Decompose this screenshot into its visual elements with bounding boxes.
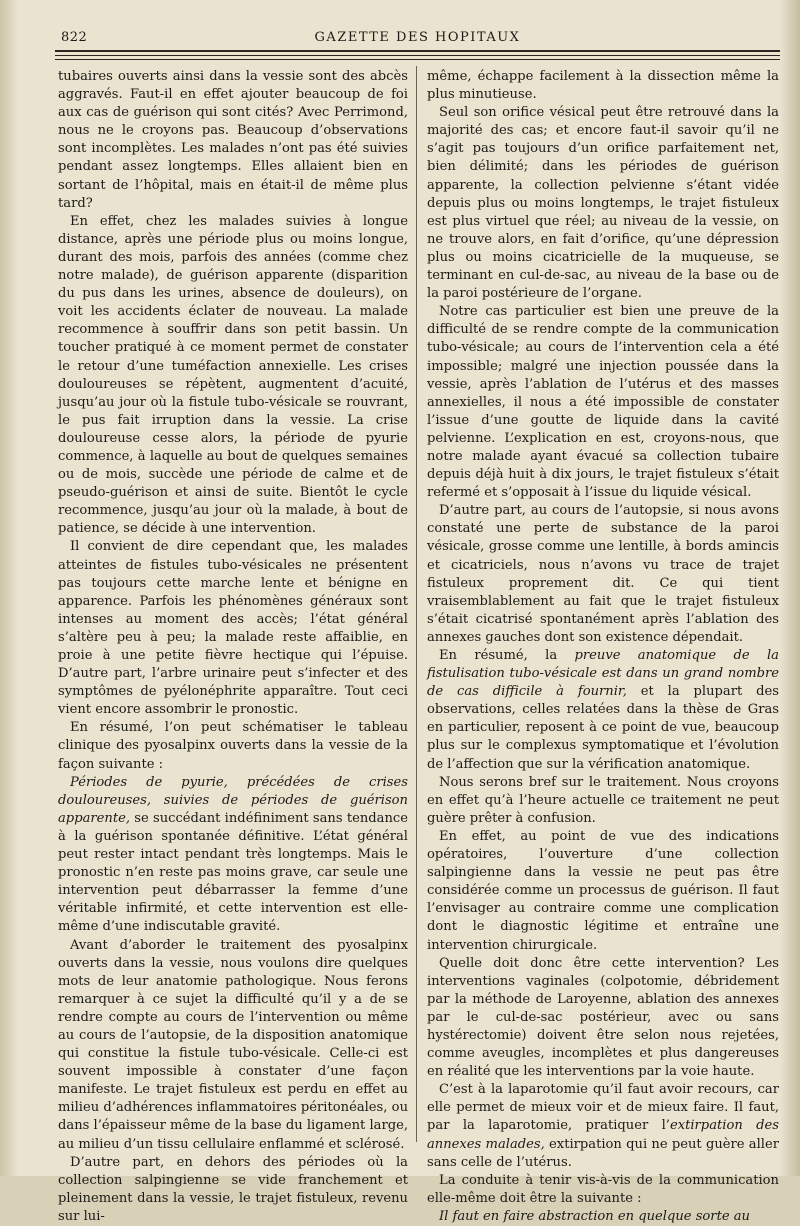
paragraph: tubaires ouverts ainsi dans la vessie sont des abcès aggravés. Faut-il en effet ajouter beaucoup de foi aux cas de guérison qui sont cités? Avec Perrimond, nous ne le croyons pas. Beaucoup d’observations sont incomplètes. Les malades n’ont pas été suivies pendant assez longtemps. Elles allaient bien en sortant de l’hôpital, mais en était-il de même plus tard? xyxy=(58,69,408,211)
paragraph xyxy=(58,774,408,937)
header-rule-thin xyxy=(55,55,780,56)
paragraph: Notre cas particulier est bien une preuve de la difficulté de se rendre compte de la communication tubo-vésicale; au cours de l’intervention cela a été impossible; malgré une injection poussée dans la vessie, après l’ablation de l’utérus et des masses annexielles, il nous a été impossible de constater l’issue d’une goutte de liquide dans la cavité pelvienne. L’explication en est, croyons-nous, que notre malade ayant évacué sa collection tubaire depuis déjà huit à dix jours, le trajet fistuleux s’était refermé et s’opposait à l’issue du liquide vésical. xyxy=(427,304,779,501)
italic-phrase: preuve anatomique de la fistulisation tubo-vésicale est dans un grand nombre de cas difficile à fournir, xyxy=(427,648,779,700)
paragraph-text: C’est à la laparotomie qu’il faut avoir recours, car elle permet de mieux voir et de mieux faire. Il faut, par la laparotomie, pratiquer l’ xyxy=(427,1082,779,1134)
header-rule-thin-2 xyxy=(55,59,780,60)
page-header xyxy=(55,28,780,50)
page-edge-shadow-left xyxy=(0,0,18,1176)
page-number: 822 xyxy=(61,30,88,45)
paragraph-text: se succédant indéfiniment sans tendance à la guérison spontanée définitive. L’état général peut rester intact pendant très longtemps. Mais le pronostic n’en reste pas moins grave, car seule une intervention peut débarrasser la femme d’une véritable infirmité, et cette intervention est elle-même d’une indiscutable gravité. xyxy=(58,810,408,935)
paragraph: En effet, au point de vue des indications opératoires, l’ouverture d’une collection salpingienne dans la vessie ne peut pas être considérée comme un processus de guérison. Il faut l’envisager au contraire comme une complication dont le diagnostic légitime et entraîne une intervention chirurgicale. xyxy=(427,828,779,953)
paragraph: D’autre part, en dehors des périodes où la collection salpingienne se vide franchement et pleinement dans la vessie, le trajet fistuleux, revenu sur lui- xyxy=(58,1154,408,1224)
italic-phrase: extirpation des annexes malades, xyxy=(427,1118,779,1152)
paragraph: Il faut en faire abstraction en quelque sorte au xyxy=(439,1208,750,1224)
paragraph: La conduite à tenir vis-à-vis de la communication elle-même doit être la suivante : xyxy=(427,1172,779,1206)
italic-summary: Périodes de pyurie, précédées de crises douloureuses, suivies de périodes de guérison apparente, xyxy=(58,774,408,826)
paragraph: En résumé, l’on peut schématiser le tableau clinique des pyosalpinx ouverts dans la vessie de la façon suivante : xyxy=(58,720,408,772)
paragraph xyxy=(427,647,779,774)
paragraph-text: extirpation qui ne peut guère aller sans celle de l’utérus. xyxy=(427,1136,779,1170)
paragraph: En effet, chez les malades suivies à longue distance, après une période plus ou moins longue, durant des mois, parfois des années (comme chez notre malade), de guérison apparente (disparition du pus dans les urines, absence de douleurs), on voit les accidents éclater de nouveau. La malade recommence à souffrir dans son petit bassin. Un toucher pratiqué à ce moment permet de constater le retour d’une tuméfaction annexielle. Les crises douloureuses se répètent, augmentent d’acuité, jusqu’au jour où la fistule tubo-vésicale se rouvrant, le pus fait irruption dans la vessie. La crise douloureuse cesse alors, la période de pyurie commence, à laquelle au bout de quelques semaines ou de mois, succède une période de calme et de pseudo-guérison et ainsi de suite. Bientôt le cycle recommence, jusqu’au jour où la malade, à bout de patience, se décide à une intervention. xyxy=(58,213,408,537)
paragraph: Avant d’aborder le traitement des pyosalpinx ouverts dans la vessie, nous voulons dire quelques mots de leur anatomie pathologique. Nous ferons remarquer à ce sujet la difficulté qu’il y a de se rendre compte au cours de l’intervention ou même au cours de l’autopsie, de la disposition anatomique qui constitue la fistule tubo-vésicale. Celle-ci est souvent impossible à constater d’une façon manifeste. Le trajet fistuleux est perdu en effet au milieu d’adhérences inflammatoires péritonéales, ou dans l’épaisseur même de la base du ligament large, au milieu d’un tissu cellulaire enflammé et sclérosé. xyxy=(58,937,408,1152)
paragraph xyxy=(427,1081,779,1171)
header-rule-thick xyxy=(55,50,780,52)
paragraph: Nous serons bref sur le traitement. Nous croyons en effet qu’à l’heure actuelle ce traitement ne peut guère prêter à confusion. xyxy=(427,774,779,826)
paragraph: Quelle doit donc être cette intervention? Les interventions vaginales (colpotomie, débridement par la méthode de Laroyenne, ablation des annexes par le cul-de-sac postérieur, avec ou sans hystérectomie) doivent être selon nous rejetées, comme aveugles, incomplètes et plus dangereuses en réalité que les interventions par la voie haute. xyxy=(427,955,779,1080)
running-title: GAZETTE DES HOPITAUX xyxy=(314,30,521,45)
column-divider xyxy=(416,66,417,1142)
paragraph: Seul son orifice vésical peut être retrouvé dans la majorité des cas; et encore faut-il savoir qu’il ne s’agit pas toujours d’un orifice parfaitement net, bien délimité; dans les périodes de guérison apparente, la collection pelvienne s’étant vidée depuis plus ou moins longtemps, le trajet fistuleux est plus virtuel que réel; au niveau de la vessie, on ne trouve alors, en fait d’orifice, qu’une dépression plus ou moins cicatricielle de la muqueuse, se terminant en cul-de-sac, au niveau de la base ou de la paroi postérieure de l’organe. xyxy=(427,105,779,302)
paragraph: même, échappe facilement à la dissection même la plus minutieuse. xyxy=(427,69,779,103)
paragraph-text: et la plupart des observations, celles relatées dans la thèse de Gras en particulier, reposent à ce point de vue, beaucoup plus sur le complexus symptomatique et l’évolution de l’affection que sur la vérification anatomique. xyxy=(427,684,779,772)
right-column xyxy=(427,68,779,1226)
left-column xyxy=(58,68,408,1226)
paragraph: Il convient de dire cependant que, les malades atteintes de fistules tubo-vésicales ne présentent pas toujours cette marche lente et bénigne en apparence. Parfois les phénomènes généraux sont intenses au moment des accès; l’état général s’altère peu à peu; la malade reste affaiblie, en proie à une petite fièvre hectique qui l’épuise. D’autre part, l’arbre urinaire peut s’infecter et des symptômes de pyélonéphrite apparaître. Tout ceci vient encore assombrir le pronostic. xyxy=(58,539,408,718)
paragraph: D’autre part, au cours de l’autopsie, si nous avons constaté une perte de substance de la paroi vésicale, grosse comme une lentille, à bords amincis et cicatriciels, nous n’avons vu trace de trajet fistuleux proprement dit. Ce qui tient vraisemblablement au fait que le trajet fistuleux s’était cicatrisé spontanément après l’ablation des annexes gauches dont son existence dépendait. xyxy=(427,503,779,645)
paragraph-text: En résumé, la xyxy=(439,648,575,663)
page-edge-shadow-right xyxy=(780,0,800,1176)
